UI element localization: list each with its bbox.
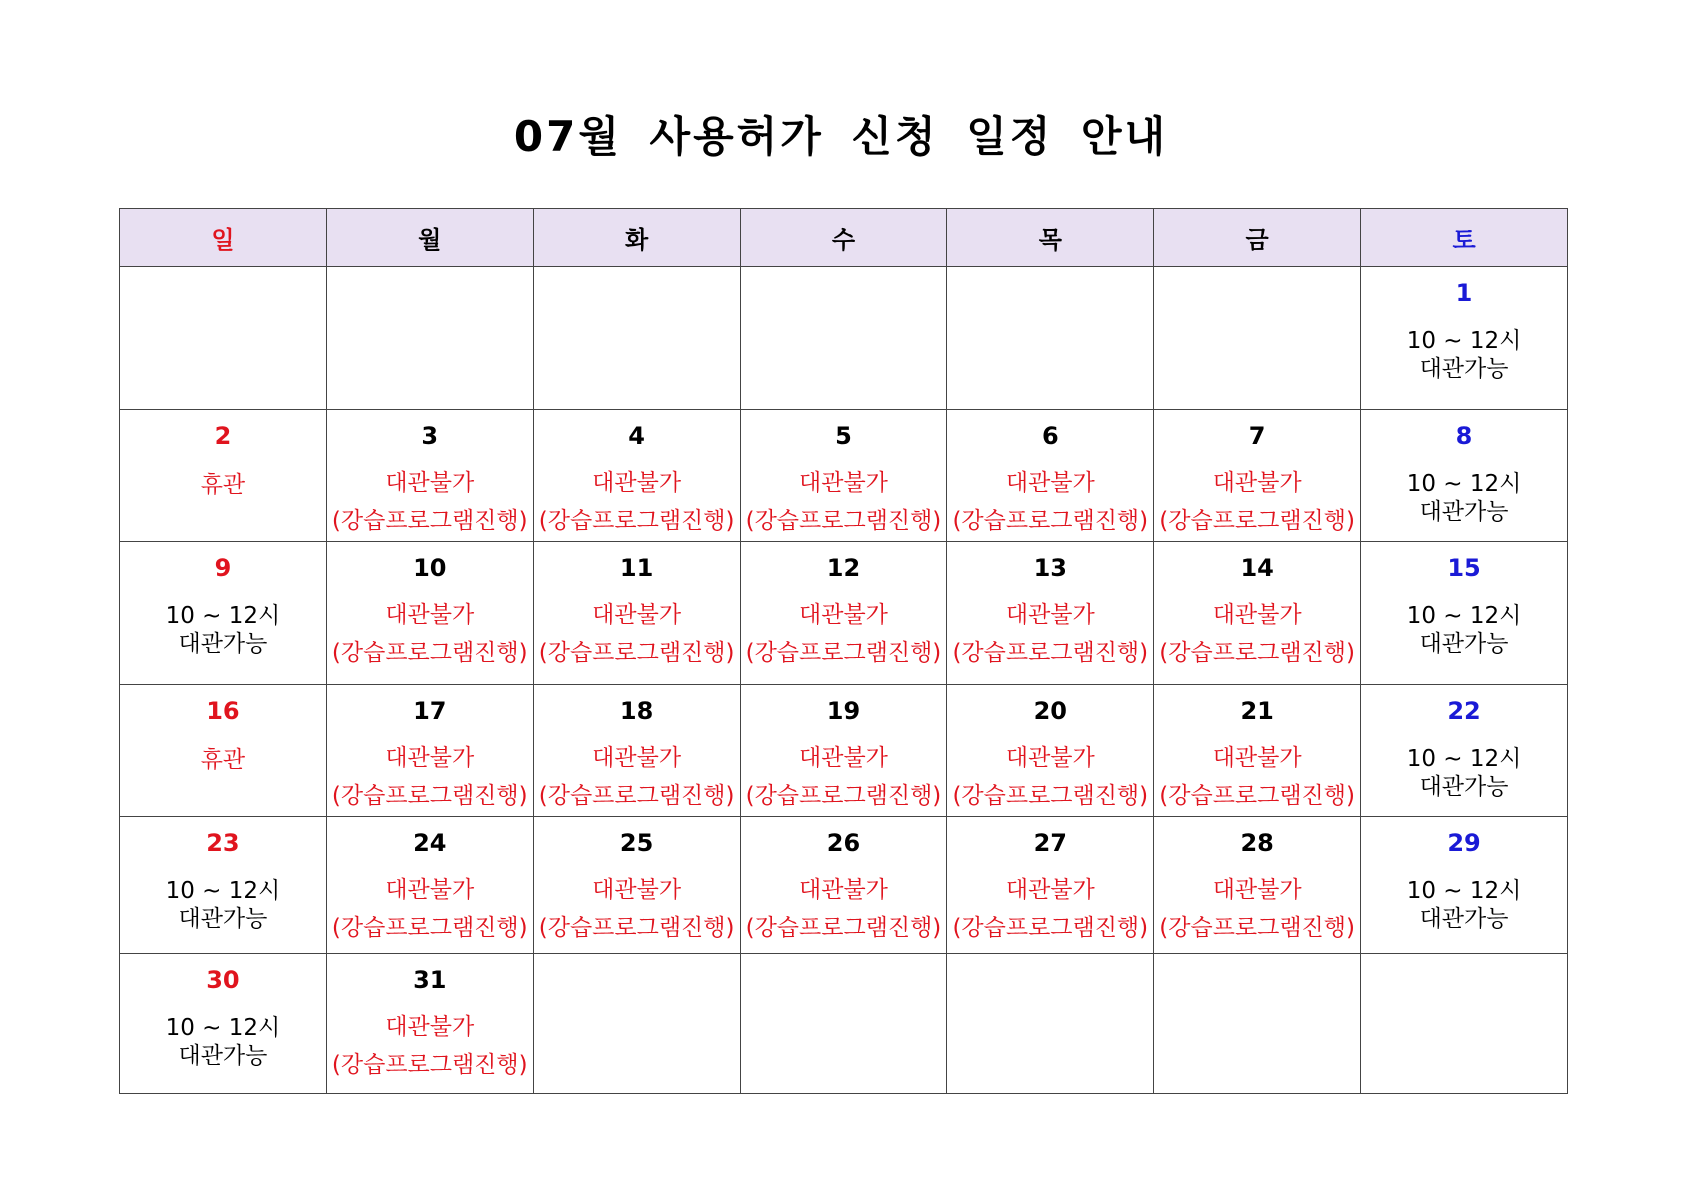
day-cell <box>1361 685 1568 817</box>
availability-closed <box>327 596 533 672</box>
day-number: 29 <box>1447 829 1481 857</box>
week-row <box>120 817 1568 954</box>
availability-closed <box>947 739 1153 815</box>
closed-label: 대관불가 <box>1212 877 1302 903</box>
closed-label: 대관불가 <box>385 877 475 903</box>
weekday-header-row <box>120 209 1568 267</box>
closed-label: 대관불가 <box>385 745 475 771</box>
day-number: 19 <box>826 697 861 725</box>
day-cell <box>947 542 1154 685</box>
day-cell <box>533 685 740 817</box>
day-number: 22 <box>1447 697 1481 725</box>
day-cell <box>947 954 1154 1094</box>
day-cell <box>947 685 1154 817</box>
holiday-label: 휴관 <box>200 472 246 498</box>
closed-reason: (강습프로그램진행) <box>952 508 1149 534</box>
open-label: 대관가능 <box>178 1043 268 1069</box>
closed-reason: (강습프로그램진행) <box>331 640 528 666</box>
open-time: 10 ~ 12시 <box>1406 471 1522 497</box>
day-cell <box>533 542 740 685</box>
day-cell <box>1361 542 1568 685</box>
closed-reason: (강습프로그램진행) <box>538 508 735 534</box>
closed-reason: (강습프로그램진행) <box>745 915 942 941</box>
open-time: 10 ~ 12시 <box>1406 603 1522 629</box>
weekday-header-tue: 화 <box>533 209 740 267</box>
closed-reason: (강습프로그램진행) <box>538 640 735 666</box>
day-number: 16 <box>206 697 240 725</box>
day-cell <box>120 542 327 685</box>
day-number: 15 <box>1447 554 1481 582</box>
closed-reason: (강습프로그램진행) <box>331 783 528 809</box>
availability-open <box>1361 745 1567 801</box>
open-label: 대관가능 <box>178 906 268 932</box>
day-cell <box>740 267 947 410</box>
day-number: 8 <box>1455 422 1473 450</box>
week-row <box>120 410 1568 542</box>
day-cell <box>1154 410 1361 542</box>
day-cell <box>740 685 947 817</box>
closed-reason: (강습프로그램진행) <box>331 1052 528 1078</box>
day-number: 13 <box>1033 554 1067 582</box>
holiday-label: 휴관 <box>200 747 246 773</box>
day-cell <box>1154 685 1361 817</box>
day-number: 17 <box>413 697 447 725</box>
availability-closed <box>741 464 947 540</box>
day-number: 4 <box>628 422 645 450</box>
open-label: 대관가능 <box>1419 906 1509 932</box>
closed-label: 대관불가 <box>592 877 682 903</box>
day-number: 26 <box>826 829 861 857</box>
open-label: 대관가능 <box>1419 774 1509 800</box>
open-label: 대관가능 <box>178 631 268 657</box>
weekday-header-wed: 수 <box>740 209 947 267</box>
availability-open <box>1361 327 1567 383</box>
availability-closed <box>741 596 947 672</box>
availability-closed <box>1154 464 1360 540</box>
page-title: 07월 사용허가 신청 일정 안내 <box>513 112 1169 161</box>
closed-label: 대관불가 <box>799 745 888 771</box>
day-cell <box>120 954 327 1094</box>
availability-open <box>120 602 326 658</box>
day-number: 5 <box>835 422 852 450</box>
closed-label: 대관불가 <box>1005 602 1095 628</box>
day-number: 10 <box>413 554 447 582</box>
availability-closed <box>1154 739 1360 815</box>
availability-open <box>1361 877 1567 933</box>
availability-closed <box>741 871 947 947</box>
availability-closed <box>741 739 947 815</box>
availability-open <box>1361 602 1567 658</box>
week-row <box>120 542 1568 685</box>
availability-closed <box>534 739 740 815</box>
day-cell <box>120 817 327 954</box>
availability-closed <box>327 739 533 815</box>
availability-closed <box>947 464 1153 540</box>
availability-closed <box>534 596 740 672</box>
weekday-header-fri: 금 <box>1154 209 1361 267</box>
day-cell <box>947 410 1154 542</box>
closed-label: 대관불가 <box>1212 602 1302 628</box>
day-cell <box>533 267 740 410</box>
week-row <box>120 685 1568 817</box>
day-cell <box>326 817 533 954</box>
day-number: 6 <box>1041 422 1059 450</box>
day-number: 24 <box>413 829 447 857</box>
closed-label: 대관불가 <box>1212 470 1302 496</box>
open-time: 10 ~ 12시 <box>165 878 281 904</box>
day-cell <box>120 267 327 410</box>
week-row <box>120 267 1568 410</box>
closed-reason: (강습프로그램진행) <box>952 783 1149 809</box>
open-label: 대관가능 <box>1419 499 1509 525</box>
availability-open <box>120 1014 326 1070</box>
availability-closed <box>327 1008 533 1084</box>
closed-reason: (강습프로그램진행) <box>745 508 942 534</box>
closed-label: 대관불가 <box>385 602 475 628</box>
weekday-header-thu: 목 <box>947 209 1154 267</box>
closed-reason: (강습프로그램진행) <box>1159 915 1355 941</box>
day-cell <box>947 267 1154 410</box>
day-cell <box>1154 267 1361 410</box>
closed-label: 대관불가 <box>592 602 682 628</box>
day-number: 9 <box>214 554 232 582</box>
closed-label: 대관불가 <box>1005 745 1095 771</box>
closed-label: 대관불가 <box>1005 877 1095 903</box>
availability-closed <box>534 464 740 540</box>
day-number: 2 <box>214 422 232 450</box>
day-number: 25 <box>619 829 654 857</box>
closed-label: 대관불가 <box>799 877 888 903</box>
closed-reason: (강습프로그램진행) <box>745 640 942 666</box>
availability-closed <box>534 871 740 947</box>
day-cell <box>1361 954 1568 1094</box>
open-time: 10 ~ 12시 <box>165 603 281 629</box>
closed-reason: (강습프로그램진행) <box>952 640 1149 666</box>
day-cell <box>120 685 327 817</box>
availability-closed <box>327 464 533 540</box>
closed-label: 대관불가 <box>799 602 888 628</box>
availability-open <box>1361 470 1567 526</box>
day-number: 12 <box>826 554 861 582</box>
availability-open <box>120 877 326 933</box>
closed-label: 대관불가 <box>385 470 475 496</box>
closed-reason: (강습프로그램진행) <box>538 915 735 941</box>
weekday-header-mon: 월 <box>326 209 533 267</box>
weekday-header-sat: 토 <box>1361 209 1568 267</box>
day-number: 20 <box>1033 697 1067 725</box>
day-number: 1 <box>1455 279 1473 307</box>
day-cell <box>740 817 947 954</box>
day-number: 3 <box>421 422 439 450</box>
day-number: 30 <box>206 966 240 994</box>
day-cell <box>740 542 947 685</box>
closed-label: 대관불가 <box>799 470 888 496</box>
day-cell <box>326 685 533 817</box>
closed-reason: (강습프로그램진행) <box>1159 783 1355 809</box>
calendar-table <box>119 208 1568 1094</box>
closed-label: 대관불가 <box>385 1014 475 1040</box>
day-cell <box>533 410 740 542</box>
availability-closed <box>1154 871 1360 947</box>
day-number: 28 <box>1240 829 1274 857</box>
day-number: 23 <box>206 829 240 857</box>
day-cell <box>120 410 327 542</box>
week-row <box>120 954 1568 1094</box>
day-number: 21 <box>1240 697 1274 725</box>
day-cell <box>326 267 533 410</box>
day-cell <box>326 410 533 542</box>
closed-reason: (강습프로그램진행) <box>331 915 528 941</box>
closed-reason: (강습프로그램진행) <box>1159 640 1355 666</box>
open-label: 대관가능 <box>1419 356 1509 382</box>
day-cell <box>326 954 533 1094</box>
day-cell <box>947 817 1154 954</box>
open-time: 10 ~ 12시 <box>1406 878 1522 904</box>
closed-reason: (강습프로그램진행) <box>538 783 735 809</box>
availability-closed <box>947 871 1153 947</box>
closed-reason: (강습프로그램진행) <box>952 915 1149 941</box>
availability-closed <box>1154 596 1360 672</box>
closed-reason: (강습프로그램진행) <box>331 508 528 534</box>
availability-closed <box>327 871 533 947</box>
day-number: 18 <box>619 697 654 725</box>
day-number: 14 <box>1240 554 1274 582</box>
day-cell <box>740 410 947 542</box>
day-cell <box>1154 542 1361 685</box>
open-time: 10 ~ 12시 <box>165 1015 281 1041</box>
weekday-header-sun: 일 <box>120 209 327 267</box>
day-number: 31 <box>413 966 447 994</box>
closed-label: 대관불가 <box>1005 470 1095 496</box>
day-cell <box>533 817 740 954</box>
day-cell <box>1154 817 1361 954</box>
day-cell <box>1361 817 1568 954</box>
day-number: 27 <box>1033 829 1067 857</box>
closed-label: 대관불가 <box>592 745 682 771</box>
day-cell <box>533 954 740 1094</box>
day-number: 7 <box>1248 422 1266 450</box>
day-cell <box>1361 410 1568 542</box>
open-label: 대관가능 <box>1419 631 1509 657</box>
day-cell <box>1361 267 1568 410</box>
day-cell <box>326 542 533 685</box>
open-time: 10 ~ 12시 <box>1406 328 1522 354</box>
closed-reason: (강습프로그램진행) <box>1159 508 1355 534</box>
closed-reason: (강습프로그램진행) <box>745 783 942 809</box>
availability-closed <box>947 596 1153 672</box>
closed-label: 대관불가 <box>592 470 682 496</box>
day-cell <box>740 954 947 1094</box>
day-number: 11 <box>619 554 654 582</box>
closed-label: 대관불가 <box>1212 745 1302 771</box>
open-time: 10 ~ 12시 <box>1406 746 1522 772</box>
day-cell <box>1154 954 1361 1094</box>
